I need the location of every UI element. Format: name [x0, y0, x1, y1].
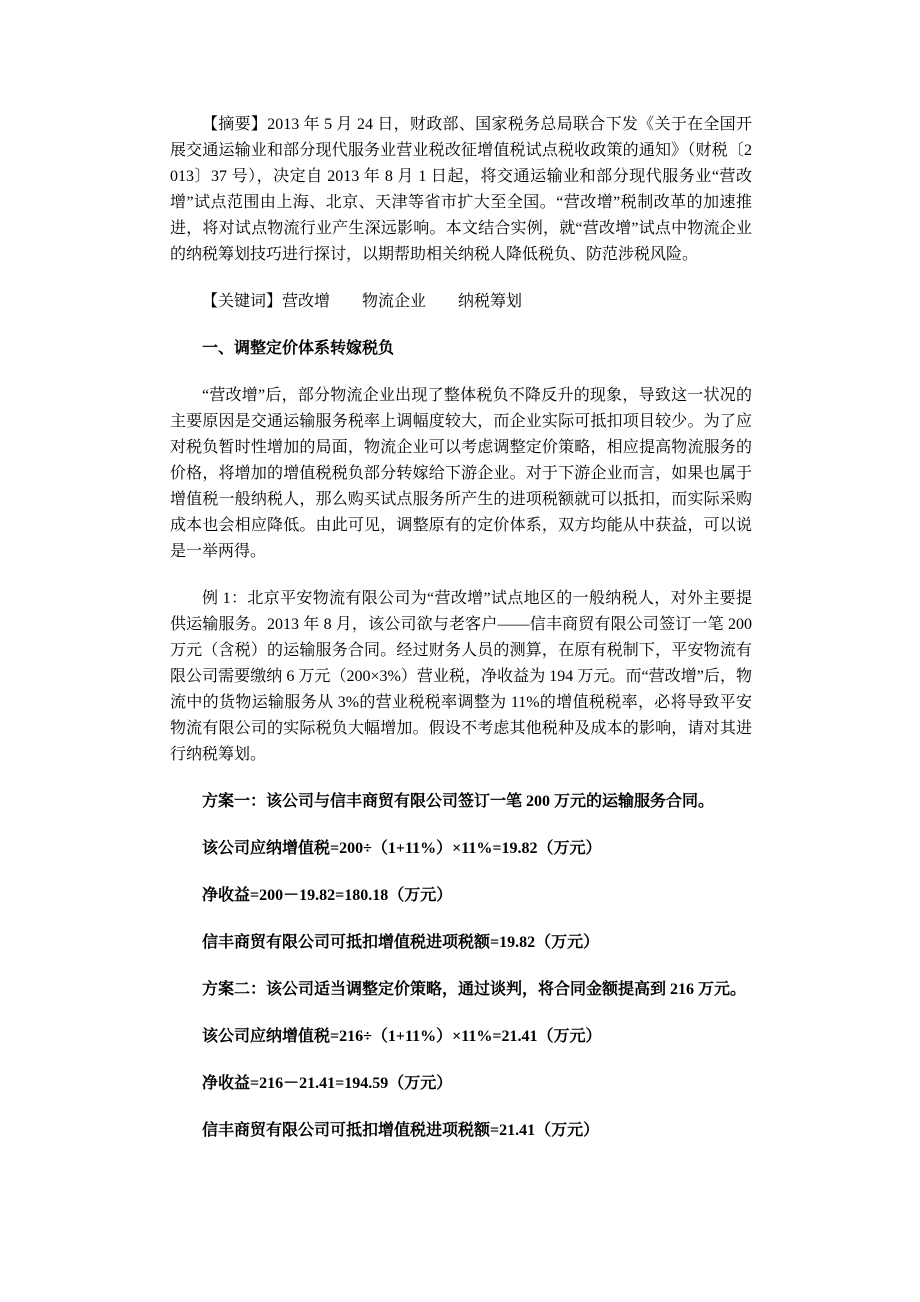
- document-body: [170, 112, 752, 1144]
- deductible-input-vat-plan2: 信丰商贸有限公司可抵扣增值税进项税额=21.41（万元）: [202, 1122, 600, 1139]
- example-paragraph: 例 1：北京平安物流有限公司为“营改增”试点地区的一般纳税人，对外主要提供运输服务。2013 年 8 月，该公司欲与老客户——信丰商贸有限公司签订一笔 200 万元（含税）的运输服务合同。经过财务人员的测算，在原有税制下，平安物流有限公司需要缴纳 6 万元（200×3%）营业税，净收益为 194 万元。而“营改增”后，物流中的货物运输服务从 3%的营业税税率调整为 11%的增值税税率，必将导致平安物流有限公司的实际税负大幅增加。假设不考虑其他税种及成本的影响，请对其进行纳税筹划。: [170, 590, 752, 763]
- vat-formula-plan2: 该公司应纳增值税=216÷（1+11%）×11%=21.41（万元）: [202, 1028, 602, 1045]
- keywords-paragraph: 【关键词】营改增 物流企业 纳税筹划: [202, 293, 523, 310]
- plan-one-line: 方案一：该公司与信丰商贸有限公司签订一笔 200 万元的运输服务合同。: [202, 793, 715, 810]
- plan-two-line: 方案二：该公司适当调整定价策略，通过谈判，将合同金额提高到 216 万元。: [202, 981, 747, 998]
- body-paragraph-pricing: “营改增”后，部分物流企业出现了整体税负不降反升的现象，导致这一状况的主要原因是交通运输服务税率上调幅度较大，而企业实际可抵扣项目较少。为了应对税负暂时性增加的局面，物流企业可以考虑调整定价策略，相应提高物流服务的价格，将增加的增值税税负部分转嫁给下游企业。对于下游企业而言，如果也属于增值税一般纳税人，那么购买试点服务所产生的进项税额就可以抵扣，而实际采购成本也会相应降低。由此可见，调整原有的定价体系，双方均能从中获益，可以说是一举两得。: [170, 387, 752, 560]
- deductible-input-vat-plan1: 信丰商贸有限公司可抵扣增值税进项税额=19.82（万元）: [202, 934, 600, 951]
- net-income-formula-plan2: 净收益=216－21.41=194.59（万元）: [202, 1075, 453, 1092]
- vat-formula-plan1: 该公司应纳增值税=200÷（1+11%）×11%=19.82（万元）: [202, 840, 602, 857]
- net-income-formula-plan1: 净收益=200－19.82=180.18（万元）: [202, 887, 453, 904]
- section-heading: 一、调整定价体系转嫁税负: [202, 340, 395, 357]
- abstract-paragraph: 【摘要】2013 年 5 月 24 日，财政部、国家税务总局联合下发《关于在全国开展交通运输业和部分现代服务业营业税改征增值税试点税收政策的通知》（财税〔2013〕37 号），决定自 2013 年 8 月 1 日起，将交通运输业和部分现代服务业“营改增”试点范围由上海、北京、天津等省市扩大至全国。“营改增”税制改革的加速推进，将对试点物流行业产生深远影响。本文结合实例，就“营改增”试点中物流企业的纳税筹划技巧进行探讨，以期帮助相关纳税人降低税负、防范涉税风险。: [170, 116, 752, 263]
